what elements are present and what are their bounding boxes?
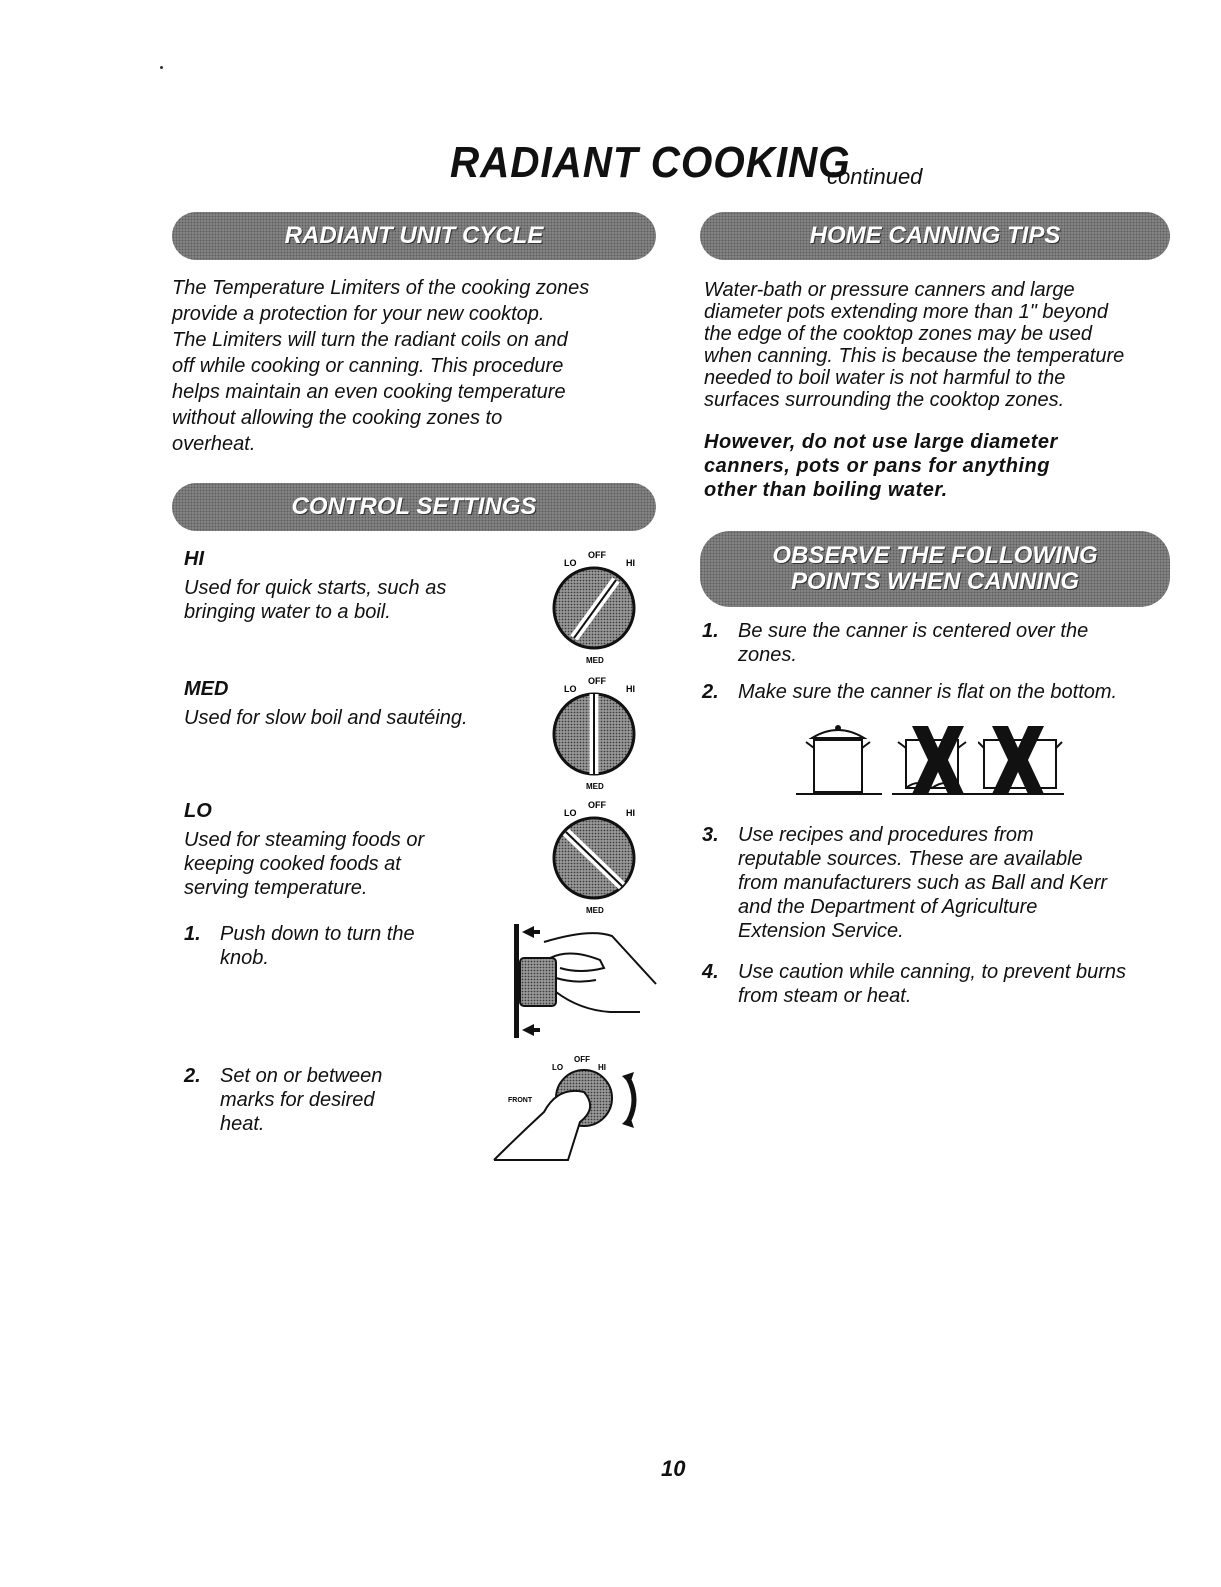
knob-med-label: MED [586,656,604,665]
hi-description [184,576,446,624]
knob-hi-label: HI [626,684,635,694]
text-line: the edge of the cooktop zones may be used [704,323,1093,345]
canning-warning-text [704,430,1170,502]
lo-heading: LO [184,800,212,822]
text-line: when canning. This is because the temperature [704,345,1125,367]
text-line: off while cooking or canning. This procedure [172,355,564,377]
step-push-down [184,922,484,982]
knob-lo-label: LO [564,684,577,694]
home-canning-tips-banner: HOME CANNING TIPS [700,212,1170,260]
hi-heading: HI [184,548,204,570]
text-line: Push down to turn the [220,923,415,945]
point-number: 3. [702,824,719,846]
knob-hi-label: HI [626,808,635,818]
knob-off-label: OFF [588,550,606,560]
canning-point-2 [702,680,1170,706]
step-number: 1. [184,923,201,945]
step-number: 2. [184,1065,201,1087]
text-line: bringing water to a boil. [184,601,391,623]
banner-line: POINTS WHEN CANNING [791,568,1079,595]
knob-lo-illustration [534,796,664,918]
text-line: However, do not use large diameter [704,431,1058,453]
knob-lo-label: LO [552,1063,564,1072]
canner-uneven-bottom-illustration [892,718,978,800]
text-line: The Limiters will turn the radiant coils on and [172,329,568,351]
med-heading: MED [184,678,229,700]
knob-off-label: OFF [574,1055,590,1064]
text-line: canners, pots or pans for anything [704,455,1050,477]
text-line: Make sure the canner is flat on the bottom. [738,681,1118,703]
knob-hi-label: HI [598,1063,606,1072]
text-line: Extension Service. [738,920,904,942]
text-line: The Temperature Limiters of the cooking zones [172,277,590,299]
canner-oversized-illustration [978,718,1064,800]
text-line: without allowing the cooking zones to [172,407,503,429]
text-line: reputable sources. These are available [738,848,1083,870]
text-line: Water-bath or pressure canners and large [704,279,1075,301]
point-number: 2. [702,681,719,703]
page-number: 10 [661,1456,686,1481]
page-title: RADIANT COOKING [450,138,851,187]
knob-off-label: OFF [588,676,606,686]
canning-point-3 [702,823,1170,949]
home-canning-tips-text [704,279,1170,411]
text-line: overheat. [172,433,256,455]
text-line: diameter pots extending more than 1" beyond [704,301,1109,323]
med-description [184,706,468,730]
text-line: keeping cooked foods at [184,853,401,875]
radiant-unit-cycle-banner: RADIANT UNIT CYCLE [172,212,656,260]
text-line: zones. [738,644,797,666]
knob-off-label: OFF [588,800,606,810]
canning-point-1 [702,619,1170,669]
text-line: needed to boil water is not harmful to the [704,367,1066,389]
radiant-unit-cycle-text [172,275,656,457]
text-line: Used for quick starts, such as [184,577,447,599]
lo-description [184,828,484,900]
point-number: 4. [702,961,719,983]
text-line: helps maintain an even cooking temperature [172,381,566,403]
text-line: surfaces surrounding the cooktop zones. [704,389,1065,411]
text-line: marks for desired [220,1089,375,1111]
text-line: from steam or heat. [738,985,912,1007]
knob-hi-illustration [534,546,664,668]
knob-hi-label: HI [626,558,635,568]
knob-med-illustration [534,672,664,794]
control-settings-banner: CONTROL SETTINGS [172,483,656,531]
text-line: Used for slow boil and sautéing. [184,707,468,729]
page-subtitle: continued [827,164,923,189]
knob-med-label: MED [586,782,604,791]
turn-knob-illustration [488,1052,658,1164]
text-line: Be sure the canner is centered over the [738,620,1089,642]
text-line: Used for steaming foods or [184,829,425,851]
text-line: knob. [220,947,269,969]
text-line: provide a protection for your new cooktop. [172,303,545,325]
text-line: Use caution while canning, to prevent burns [738,961,1127,983]
scan-speck [160,66,163,69]
knob-med-label: MED [586,906,604,915]
banner-line: OBSERVE THE FOLLOWING [772,542,1098,569]
knob-lo-label: LO [564,558,577,568]
text-line: serving temperature. [184,877,368,899]
canning-point-4 [702,960,1170,1010]
knob-front-label: FRONT [508,1097,533,1104]
observe-points-banner [700,531,1170,607]
text-line: and the Department of Agriculture [738,896,1038,918]
push-down-knob-illustration [500,918,660,1048]
text-line: other than boiling water. [704,479,948,501]
point-number: 1. [702,620,719,642]
text-line: Use recipes and procedures from [738,824,1034,846]
knob-lo-label: LO [564,808,577,818]
text-line: from manufacturers such as Ball and Kerr [738,872,1108,894]
text-line: Set on or between [220,1065,383,1087]
step-set-marks [184,1064,484,1144]
text-line: heat. [220,1113,265,1135]
